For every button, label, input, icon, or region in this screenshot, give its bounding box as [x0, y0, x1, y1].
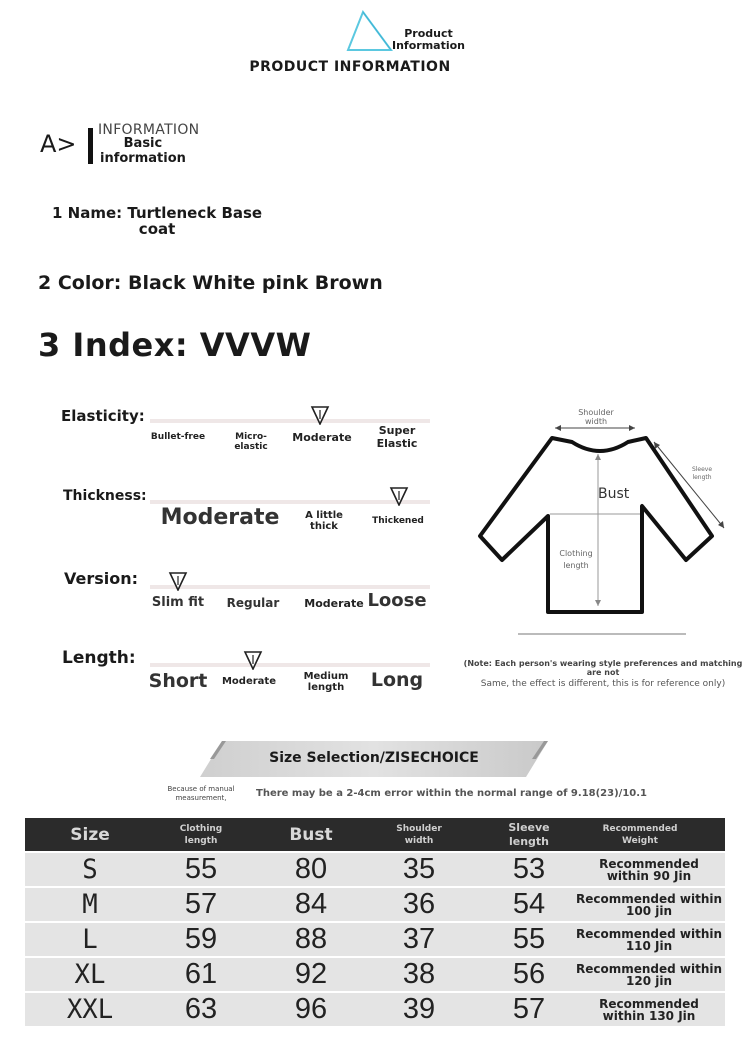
header-weight-line2: Weight: [622, 835, 658, 846]
product-name-line1: 1 Name: Turtleneck Base: [52, 204, 263, 222]
section-subtitle: [100, 136, 186, 166]
header-clothing-length: [161, 818, 241, 851]
cell-bust: 84: [294, 888, 328, 920]
cell-shoulder-width: 35: [402, 853, 436, 885]
cell-size: L: [82, 924, 98, 955]
rec-line2: 110 Jin: [625, 938, 673, 953]
thickness-option-thickened: Thickened: [372, 516, 424, 526]
cell-recommended-weight: [571, 923, 727, 956]
error-range-note: There may be a 2-4cm error within the normal range of 9.18(23)/10.1: [256, 788, 647, 799]
rec-line1: Recommended within: [575, 961, 723, 976]
size-selection-title: Size Selection/ZISECHOICE: [269, 750, 479, 766]
cell-size: M: [82, 889, 98, 920]
version-option-loose: Loose: [367, 590, 427, 611]
cell-sleeve-length: 53: [512, 853, 546, 885]
length-label: Length:: [62, 648, 136, 668]
section-info-word: INFORMATION: [98, 122, 200, 138]
manual-note-line1: Because of manual: [167, 785, 235, 793]
version-label: Version:: [64, 569, 139, 588]
thickness-label: Thickness:: [63, 488, 147, 504]
cell-shoulder-width: 39: [402, 993, 436, 1025]
garment-shoulder-line1: Shoulder: [578, 408, 614, 417]
version-marker-icon: [168, 571, 188, 591]
garment-clothing-line2: length: [563, 561, 589, 570]
garment-sleeve-line1: Sleeve: [691, 466, 713, 473]
cell-clothing-length: 57: [184, 888, 218, 920]
header-sleeve-line1: Sleeve: [508, 820, 550, 834]
a-little-thick-line2: thick: [310, 521, 338, 532]
rec-line2: 120 jin: [626, 973, 672, 988]
cell-bust: 88: [294, 923, 328, 955]
cell-shoulder-width: 38: [402, 958, 436, 990]
header-shoulder-line1: Shoulder: [396, 823, 442, 834]
garment-bust-label: Bust: [598, 486, 630, 502]
cell-recommended-weight: [571, 853, 727, 886]
thickness-scale: [150, 500, 430, 504]
section-prefix: A>: [40, 130, 77, 158]
cell-clothing-length: 63: [184, 993, 218, 1025]
version-scale: [150, 585, 430, 589]
length-marker-icon: [243, 650, 263, 670]
elasticity-option-micro-elastic: Micro-elastic: [234, 432, 268, 452]
header-clothing-line2: length: [184, 835, 218, 846]
cell-recommended-weight: [571, 993, 727, 1026]
size-table-header: [25, 818, 725, 851]
garment-shoulder-label: [566, 408, 626, 426]
product-name: [52, 205, 262, 237]
version-option-slim-fit: Slim fit: [151, 595, 205, 610]
size-table: [25, 818, 725, 1026]
elasticity-option-bullet-free: Bullet-free: [150, 432, 206, 442]
version-option-moderate: Moderate: [304, 597, 364, 610]
manual-note-line2: measurement,: [175, 794, 227, 802]
cell-recommended-weight: [571, 958, 727, 991]
elasticity-scale: [150, 419, 430, 423]
thickness-option-moderate: Moderate: [160, 505, 280, 530]
section-subtitle-line1: Basic: [123, 136, 163, 151]
table-row: [25, 958, 725, 991]
elasticity-option-super-elastic: [370, 424, 424, 450]
cell-clothing-length: 59: [184, 923, 218, 955]
table-row: [25, 923, 725, 956]
section-subtitle-line2: information: [100, 151, 186, 166]
rec-line1: Recommended: [599, 856, 699, 871]
rec-line2: 100 jin: [626, 903, 672, 918]
header-shoulder-width: [379, 818, 459, 851]
medium-length-line1: Medium: [303, 671, 349, 682]
garment-outline-diagram: [472, 404, 738, 640]
rec-line1: Recommended within: [575, 891, 723, 906]
elasticity-option-moderate: Moderate: [292, 431, 352, 444]
header-clothing-line1: Clothing: [179, 823, 223, 834]
rec-line2: within 130 Jin: [602, 1008, 696, 1023]
thickness-marker-icon: [389, 486, 409, 506]
reference-note-line2: Same, the effect is different, this is for reference only): [480, 679, 726, 689]
header-small-title: [392, 28, 465, 52]
cell-size: XXL: [66, 994, 114, 1025]
length-option-medium-length: [296, 671, 356, 693]
cell-clothing-length: 55: [184, 853, 218, 885]
thickness-option-a-little-thick: [296, 510, 352, 532]
reference-note-line1: (Note: Each person's wearing style preferences and matching are not: [463, 659, 743, 677]
page-title: PRODUCT INFORMATION: [249, 59, 451, 75]
header-sleeve-line2: length: [508, 834, 550, 848]
cell-size: S: [82, 854, 98, 885]
length-option-moderate: Moderate: [221, 676, 276, 687]
product-colors: 2 Color: Black White pink Brown: [38, 272, 383, 294]
cell-size: XL: [74, 959, 106, 990]
header-recommended-weight: [585, 818, 695, 851]
product-name-line2: coat: [138, 220, 176, 238]
super-elastic-line1: Super: [378, 424, 416, 437]
cell-clothing-length: 61: [184, 958, 218, 990]
version-option-regular: Regular: [226, 596, 280, 610]
rec-line2: within 90 Jin: [606, 868, 692, 883]
table-row: [25, 888, 725, 921]
garment-sleeve-line2: length: [692, 474, 712, 481]
header-sleeve-length: [489, 818, 569, 851]
cell-sleeve-length: 56: [512, 958, 546, 990]
cell-sleeve-length: 54: [512, 888, 546, 920]
product-index: 3 Index: VVVW: [38, 326, 312, 364]
length-scale: [150, 663, 430, 667]
elasticity-label: Elasticity:: [61, 407, 145, 425]
cell-bust: 92: [294, 958, 328, 990]
header-bust: Bust: [289, 824, 333, 845]
header-small-line2: Information: [392, 39, 465, 52]
length-option-long: Long: [370, 669, 424, 691]
rec-line1: Recommended within: [575, 926, 723, 941]
header-small-line1: Product: [404, 27, 453, 40]
garment-sleeve-label: [682, 466, 722, 482]
header-shoulder-line2: width: [404, 835, 434, 846]
cell-bust: 80: [294, 853, 328, 885]
cell-sleeve-length: 55: [512, 923, 546, 955]
header-weight-line1: Recommended: [602, 823, 678, 834]
cell-shoulder-width: 36: [402, 888, 436, 920]
elasticity-marker-icon: [310, 405, 330, 425]
rec-line1: Recommended: [599, 996, 699, 1011]
cell-shoulder-width: 37: [402, 923, 436, 955]
table-row: [25, 853, 725, 886]
a-little-thick-line1: A little: [305, 510, 343, 521]
cell-recommended-weight: [571, 888, 727, 921]
section-bar-divider: [88, 128, 93, 164]
cell-bust: 96: [294, 993, 328, 1025]
length-option-short: Short: [148, 670, 208, 692]
manual-measurement-note: [150, 785, 252, 803]
garment-shoulder-line2: width: [584, 417, 608, 426]
garment-clothing-line1: Clothing: [559, 549, 593, 558]
medium-length-line2: length: [307, 682, 345, 693]
super-elastic-line2: Elastic: [376, 437, 418, 450]
garment-clothing-length-label: [548, 548, 604, 572]
cell-sleeve-length: 57: [512, 993, 546, 1025]
header-size: Size: [70, 824, 110, 845]
table-row: [25, 993, 725, 1026]
